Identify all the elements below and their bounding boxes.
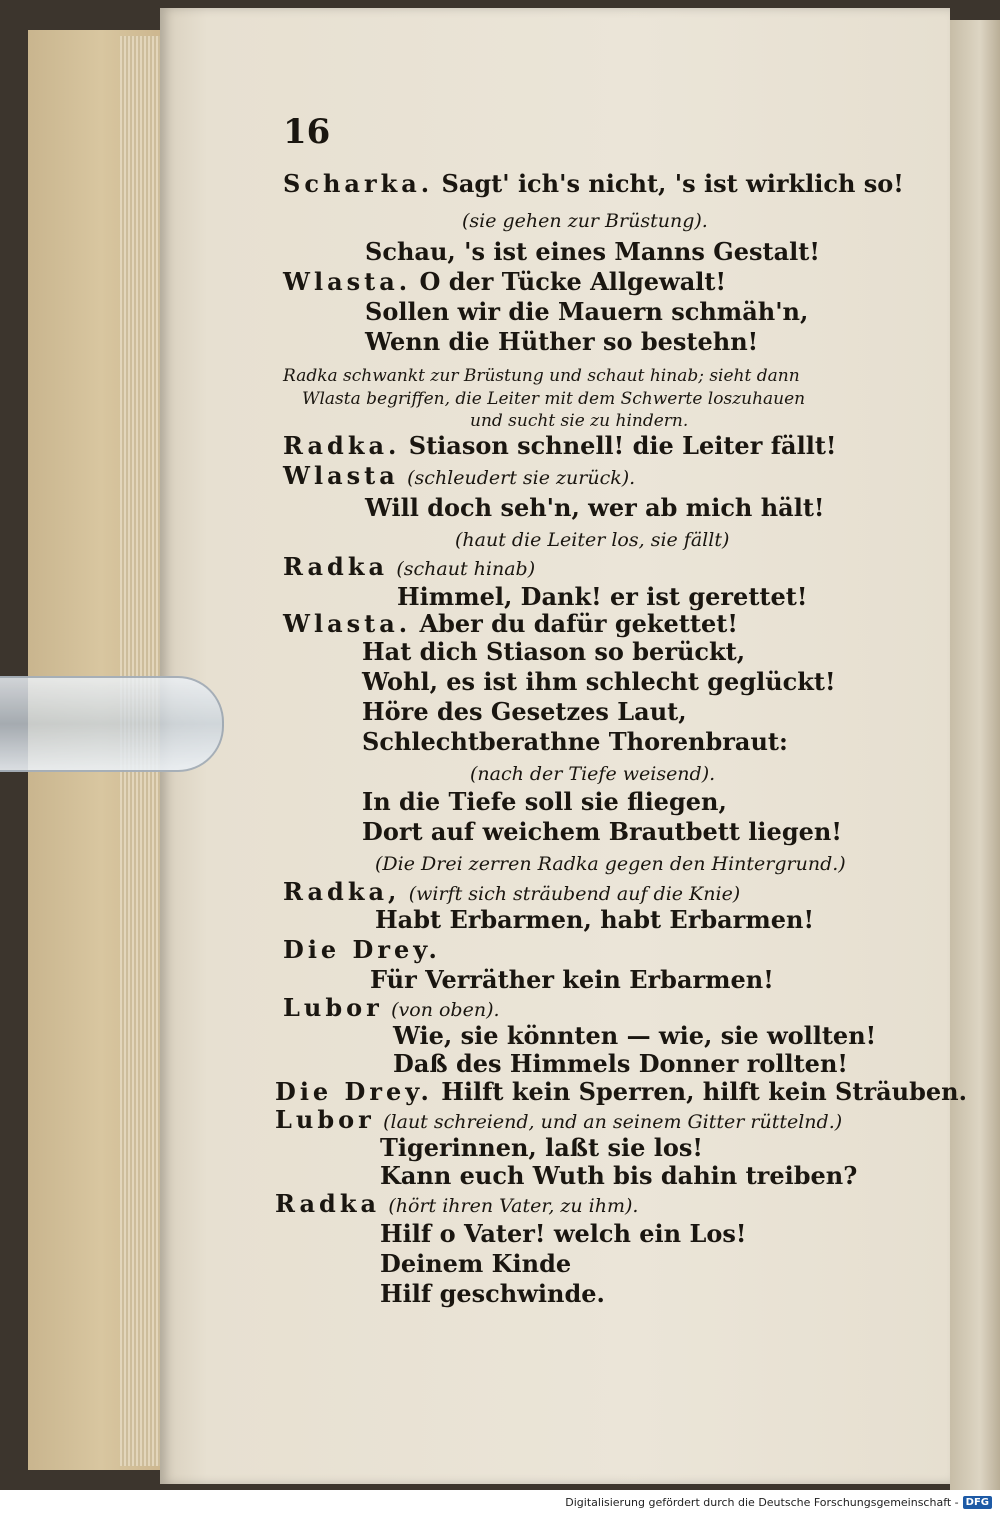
stage-direction: Radka schwankt zur Brüstung und schaut hinab; sieht dann	[283, 366, 800, 386]
speaker-name: Wlasta.	[283, 267, 412, 296]
speaker-name: Die Drey.	[283, 935, 441, 964]
verse-line: Kann euch Wuth bis dahin treiben?	[380, 1161, 858, 1190]
verse-line: Habt Erbarmen, habt Erbarmen!	[375, 905, 814, 934]
speaker-name: Radka	[275, 1189, 381, 1218]
text-line	[283, 170, 904, 198]
verse-line: Höre des Gesetzes Laut,	[362, 697, 687, 726]
text-line	[283, 462, 635, 492]
verse-line: Hat dich Stiason so berückt,	[362, 637, 746, 666]
stage-direction: Wlasta begriffen, die Leiter mit dem Schwerte loszuhauen	[302, 389, 806, 409]
stage-direction: und sucht sie zu hindern.	[470, 411, 689, 431]
text-line	[283, 994, 500, 1024]
line-text: Stiason schnell! die Leiter fällt!	[408, 431, 837, 460]
verse-line: Will doch seh'n, wer ab mich hält!	[365, 493, 825, 522]
line-text: (von oben).	[391, 999, 500, 1021]
line-text: (laut schreiend, und an seinem Gitter rüttelnd.)	[383, 1111, 843, 1133]
footer-credit-text: Digitalisierung gefördert durch die Deutsche Forschungsgemeinschaft -	[565, 1496, 959, 1509]
speaker-name: Scharka.	[283, 169, 434, 198]
line-text: (wirft sich sträubend auf die Knie)	[408, 883, 741, 905]
line-text: (schaut hinab)	[396, 558, 536, 580]
text-line	[283, 432, 836, 460]
text-line	[275, 1078, 967, 1106]
text-line	[283, 610, 738, 638]
verse-line: Daß des Himmels Donner rollten!	[393, 1049, 848, 1078]
text-line	[275, 1190, 638, 1220]
line-text: Aber du dafür gekettet!	[419, 609, 738, 638]
text-line	[275, 1106, 842, 1136]
speaker-name: Wlasta	[283, 461, 399, 490]
stage-direction: (Die Drei zerren Radka gegen den Hintergrund.)	[375, 853, 846, 875]
verse-line: Wohl, es ist ihm schlecht geglückt!	[362, 667, 836, 696]
verse-line: In die Tiefe soll sie fliegen,	[362, 787, 727, 816]
verse-line: Schau, 's ist eines Manns Gestalt!	[365, 237, 820, 266]
speaker-name: Radka.	[283, 431, 401, 460]
line-text: O der Tücke Allgewalt!	[419, 267, 726, 296]
dfg-logo: DFG	[963, 1496, 992, 1509]
line-text: (hört ihren Vater, zu ihm).	[388, 1195, 639, 1217]
verse-line: Für Verräther kein Erbarmen!	[370, 965, 774, 994]
verse-line: Wie, sie könnten — wie, sie wollten!	[393, 1021, 877, 1050]
speaker-name: Lubor	[275, 1105, 375, 1134]
footer-credit	[565, 1496, 992, 1509]
stage-direction: (sie gehen zur Brüstung).	[462, 210, 708, 232]
speaker-name: Wlasta.	[283, 609, 412, 638]
verse-line: Sollen wir die Mauern schmäh'n,	[365, 297, 809, 326]
stage-direction: (nach der Tiefe weisend).	[470, 763, 716, 785]
stage-direction: (haut die Leiter los, sie fällt)	[455, 529, 730, 551]
speaker-name: Radka	[283, 552, 389, 581]
speaker-name: Die Drey.	[275, 1077, 433, 1106]
verse-line: Hilf o Vater! welch ein Los!	[380, 1219, 747, 1248]
verse-line: Himmel, Dank! er ist gerettet!	[397, 582, 808, 611]
page-number: 16	[283, 112, 331, 152]
line-text: Hilft kein Sperren, hilft kein Sträuben.	[441, 1077, 967, 1106]
line-text: (schleudert sie zurück).	[407, 467, 636, 489]
verse-line: Wenn die Hüther so bestehn!	[365, 327, 759, 356]
speaker-name: Radka,	[283, 877, 401, 906]
verse-line: Dort auf weichem Brautbett liegen!	[362, 817, 842, 846]
line-text: Sagt' ich's nicht, 's ist wirklich so!	[441, 169, 904, 198]
text-line	[283, 553, 535, 583]
text-line	[283, 878, 740, 908]
verse-line: Schlechtberathne Thorenbraut:	[362, 727, 788, 756]
verse-line: Hilf geschwinde.	[380, 1279, 605, 1308]
text-line	[283, 268, 726, 296]
verse-line: Tigerinnen, laßt sie los!	[380, 1133, 703, 1162]
verse-line: Deinem Kinde	[380, 1249, 572, 1278]
speaker-name: Lubor	[283, 993, 383, 1022]
